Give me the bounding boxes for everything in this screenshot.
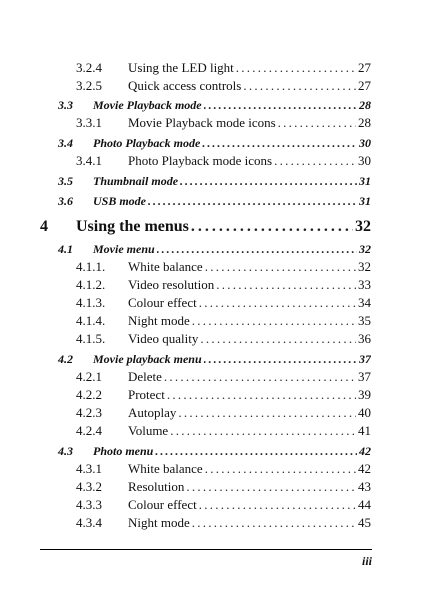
toc-chapter-title: Using the menus: [76, 218, 189, 235]
toc-entry: [0, 78, 371, 94]
toc-dot-leader: [157, 242, 357, 257]
toc-dot-leader: [205, 461, 356, 477]
toc-entry-number: 3.2.4: [76, 60, 102, 75]
toc-entry-number: 4.2.4: [76, 423, 102, 438]
toc-entry: [0, 295, 371, 311]
toc-entry-number: 4.2: [58, 352, 73, 366]
toc-entry-number: 4.2.2: [76, 387, 102, 402]
toc-dot-leader: [199, 295, 356, 311]
toc-section-entry: [0, 174, 371, 189]
toc-entry-number: 3.4.1: [76, 153, 102, 168]
toc-entry-page: 30: [359, 136, 371, 150]
toc-section-entry: [0, 136, 371, 151]
toc-entry-page: 39: [358, 387, 371, 402]
toc-entry-page: 27: [358, 60, 371, 75]
toc-dot-leader: [216, 277, 356, 293]
toc-entry-title: Resolution: [128, 479, 185, 494]
toc-entry-title: Thumbnail mode: [93, 174, 179, 188]
toc-entry-page: 32: [358, 259, 371, 274]
toc-entry-number: 3.3: [58, 98, 73, 112]
toc-dot-leader: [167, 387, 356, 403]
toc-entry-number: 4.1: [58, 242, 73, 256]
toc-entry-title: Video resolution: [128, 277, 215, 292]
toc-entry: [0, 461, 371, 477]
toc-entry-number: 3.2.5: [76, 78, 102, 93]
toc-entry: [0, 277, 371, 293]
toc-entry: [0, 405, 371, 421]
toc-entry-title: Colour effect: [128, 497, 197, 512]
toc-entry: [0, 497, 371, 513]
toc-chapter-number: 4: [40, 218, 48, 235]
toc-dot-leader: [170, 423, 356, 439]
toc-entry-number: 4.3.3: [76, 497, 102, 512]
toc-entry-number: 4.3.1: [76, 461, 102, 476]
toc-dot-leader: [202, 136, 357, 151]
toc-section-entry: [0, 98, 371, 113]
toc-chapter-entry: [0, 218, 371, 236]
toc-entry-page: 45: [358, 515, 371, 530]
toc-entry-page: 30: [358, 153, 371, 168]
toc-entry-title: USB mode: [93, 194, 147, 208]
toc-entry-title: Autoplay: [128, 405, 177, 420]
toc-dot-leader: [278, 115, 356, 131]
toc-section-entry: [0, 242, 371, 257]
toc-section-entry: [0, 444, 371, 459]
toc-entry-number: 3.3.1: [76, 115, 102, 130]
toc-entry: [0, 479, 371, 495]
toc-dot-leader: [192, 515, 356, 531]
toc-entry-title: Protect: [128, 387, 165, 402]
toc-entry-title: Movie Playback mode icons: [128, 115, 276, 130]
toc-entry-title: Movie menu: [93, 242, 155, 256]
toc-entry-page: 37: [358, 369, 371, 384]
toc-chapter-page: 32: [355, 218, 371, 235]
footer-page-number: iii: [361, 554, 372, 568]
toc-dot-leader: [186, 479, 356, 495]
toc-entry: [0, 115, 371, 131]
toc-entry-title: Night mode: [128, 313, 190, 328]
toc-dot-leader: [205, 259, 356, 275]
toc-entry-page: 37: [359, 352, 371, 366]
toc-dot-leader: [148, 194, 357, 209]
toc-entry-title: Volume: [128, 423, 169, 438]
toc-entry-page: 34: [358, 295, 371, 310]
toc-entry-number: 4.3.4: [76, 515, 102, 530]
toc-dot-leader: [236, 60, 356, 76]
toc-entry-page: 31: [359, 194, 371, 208]
toc-entry-page: 40: [358, 405, 371, 420]
toc-entry-number: 3.5: [58, 174, 73, 188]
toc-entry: [0, 331, 371, 347]
toc-entry-number: 4.3.2: [76, 479, 102, 494]
toc-dot-leader: [192, 313, 356, 329]
toc-entry-title: Quick access controls: [128, 78, 242, 93]
toc-entry-title: Movie Playback mode: [93, 98, 202, 112]
toc-dot-leader: [199, 497, 356, 513]
toc-entry-number: 4.3: [58, 444, 73, 458]
toc-entry-title: Movie playback menu: [93, 352, 202, 366]
toc-dot-leader: [200, 331, 356, 347]
toc-dot-leader: [274, 153, 356, 169]
toc-entry-title: Photo Playback mode icons: [128, 153, 273, 168]
toc-entry-page: 42: [358, 461, 371, 476]
toc-entry-number: 4.1.3.: [76, 295, 106, 310]
toc-entry-page: 43: [358, 479, 371, 494]
toc-entry-title: White balance: [128, 461, 203, 476]
toc-dot-leader: [204, 352, 357, 367]
toc-entry-title: Photo Playback mode: [93, 136, 201, 150]
toc-dot-leader: [155, 444, 357, 459]
toc-dot-leader: [191, 218, 353, 236]
toc-entry-page: 28: [358, 115, 371, 130]
toc-entry-page: 33: [358, 277, 371, 292]
toc-entry-title: White balance: [128, 259, 203, 274]
toc-entry-page: 28: [359, 98, 371, 112]
toc-entry: [0, 423, 371, 439]
toc-entry-page: 41: [358, 423, 371, 438]
toc-entry-title: Using the LED light: [128, 60, 234, 75]
toc-section-entry: [0, 352, 371, 367]
toc-dot-leader: [178, 405, 356, 421]
toc-entry: [0, 60, 371, 76]
toc-entry-page: 42: [359, 444, 371, 458]
toc-entry-title: Delete: [128, 369, 162, 384]
toc-entry-number: 4.1.1.: [76, 259, 106, 274]
toc-entry-page: 44: [358, 497, 371, 512]
toc-entry: [0, 387, 371, 403]
toc-dot-leader: [164, 369, 356, 385]
toc-section-entry: [0, 194, 371, 209]
toc-entry-page: 31: [359, 174, 371, 188]
toc-entry-number: 4.1.4.: [76, 313, 106, 328]
toc-entry-page: 36: [358, 331, 371, 346]
toc-dot-leader: [243, 78, 356, 94]
toc-entry-number: 4.1.5.: [76, 331, 106, 346]
toc-entry: [0, 313, 371, 329]
footer-divider: [40, 549, 372, 550]
toc-entry-title: Photo menu: [93, 444, 154, 458]
toc-entry-title: Video quality: [128, 331, 199, 346]
toc-entry-title: Night mode: [128, 515, 190, 530]
toc-entry: [0, 153, 371, 169]
toc-entry-number: 4.2.3: [76, 405, 102, 420]
toc-entry-page: 27: [358, 78, 371, 93]
toc-dot-leader: [204, 98, 357, 113]
toc-entry-number: 3.6: [58, 194, 73, 208]
toc-entry-number: 3.4: [58, 136, 73, 150]
toc-entry-number: 4.2.1: [76, 369, 102, 384]
toc-entry-page: 35: [358, 313, 371, 328]
toc-entry: [0, 515, 371, 531]
toc-dot-leader: [180, 174, 357, 189]
toc-entry: [0, 259, 371, 275]
toc-entry-page: 32: [359, 242, 371, 256]
toc-entry: [0, 369, 371, 385]
toc-entry-title: Colour effect: [128, 295, 197, 310]
toc-entry-number: 4.1.2.: [76, 277, 106, 292]
